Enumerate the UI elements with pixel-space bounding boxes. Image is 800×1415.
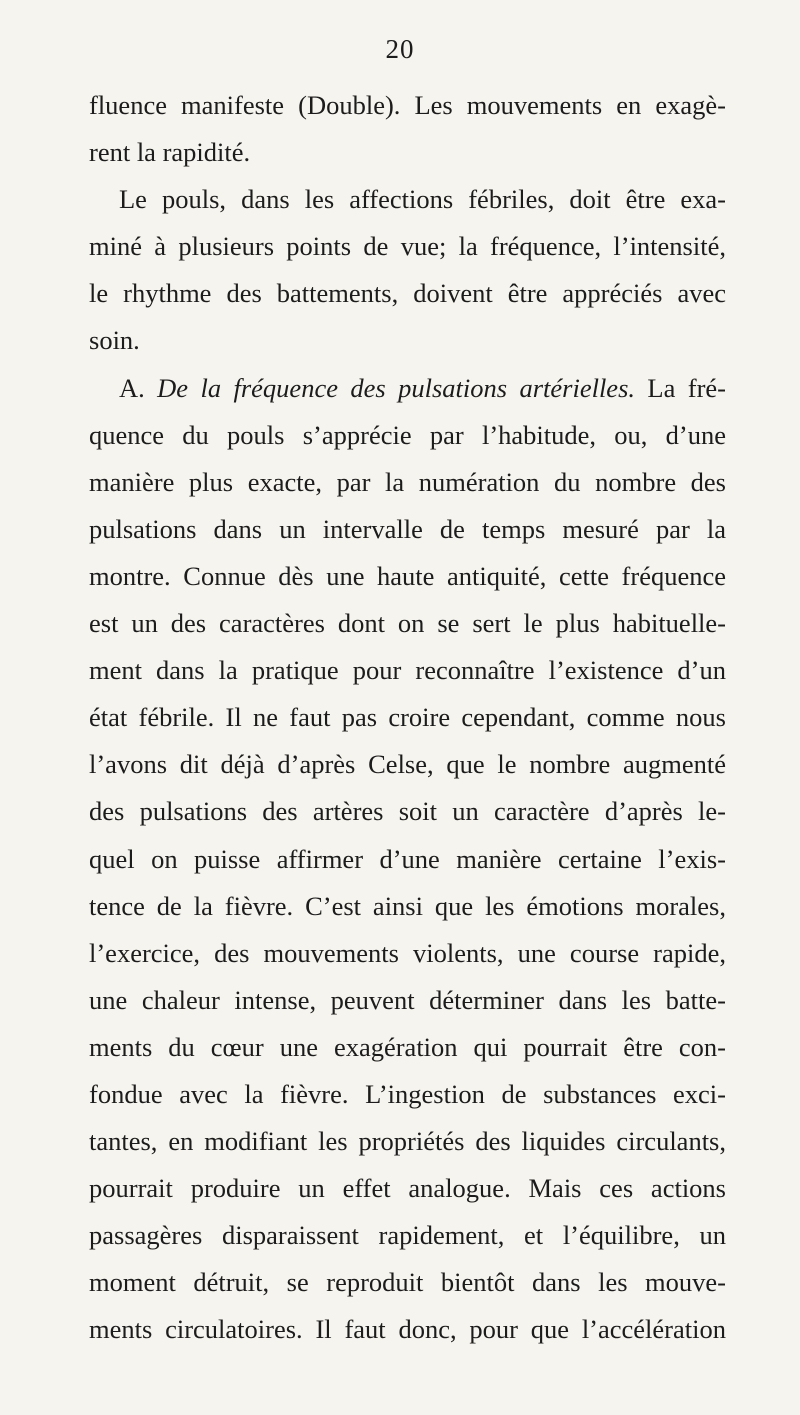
text-line: l’avons dit déjà d’après Celse, que le nombre augmenté <box>89 749 726 780</box>
text-line: ment dans la pratique pour reconnaître l’existence d’un <box>89 655 726 686</box>
body-text <box>89 82 726 1354</box>
text-line: manière plus exacte, par la numération du nombre des <box>89 466 726 497</box>
text-line: ments du cœur une exagération qui pourrait être con- <box>89 1031 726 1062</box>
section-title: De la fréquence des pulsations artérielles. <box>157 372 636 403</box>
section-line-rest: La fré- <box>635 372 726 403</box>
page-number: 20 <box>385 34 415 64</box>
text-line: pulsations dans un intervalle de temps mesuré par la <box>89 513 726 544</box>
text-line: fondue avec la fièvre. L’ingestion de substances exci- <box>89 1078 726 1109</box>
text-line: moment détruit, se reproduit bientôt dans les mouve- <box>89 1267 726 1298</box>
text-line: passagères disparaissent rapidement, et l’équilibre, un <box>89 1220 726 1251</box>
section-heading-line <box>89 365 726 412</box>
text-line: des pulsations des artères soit un caractère d’après le- <box>89 796 726 827</box>
text-line: rent la rapidité. <box>89 137 251 168</box>
section-letter: A. <box>119 372 158 403</box>
paragraph-start-line: Le pouls, dans les affections fébriles, doit être exa- <box>119 184 726 215</box>
text-line: pourrait produire un effet analogue. Mais ces actions <box>89 1173 726 1204</box>
text-line: est un des caractères dont on se sert le plus habituelle- <box>89 608 726 639</box>
text-line: quel on puisse affirmer d’une manière certaine l’exis- <box>89 843 726 874</box>
text-line: quence du pouls s’apprécie par l’habitude, ou, d’une <box>89 419 726 450</box>
text-line: le rhythme des battements, doivent être appréciés avec <box>89 278 726 309</box>
text-line: l’exercice, des mouvements violents, une course rapide, <box>89 937 726 968</box>
text-line: miné à plusieurs points de vue; la fréquence, l’intensité, <box>89 231 726 262</box>
text-line: fluence manifeste (Double). Les mouvements en exagè- <box>89 90 726 120</box>
text-line: tantes, en modifiant les propriétés des liquides circulants, <box>89 1126 726 1157</box>
text-line: état fébrile. Il ne faut pas croire cependant, comme nous <box>89 702 726 733</box>
text-line: ments circulatoires. Il faut donc, pour que l’accélération <box>89 1314 726 1345</box>
text-line: montre. Connue dès une haute antiquité, cette fréquence <box>89 560 726 591</box>
text-line: soin. <box>89 325 140 356</box>
text-line: une chaleur intense, peuvent déterminer dans les batte- <box>89 984 726 1015</box>
text-line: tence de la fièvre. C’est ainsi que les émotions morales, <box>89 890 726 921</box>
